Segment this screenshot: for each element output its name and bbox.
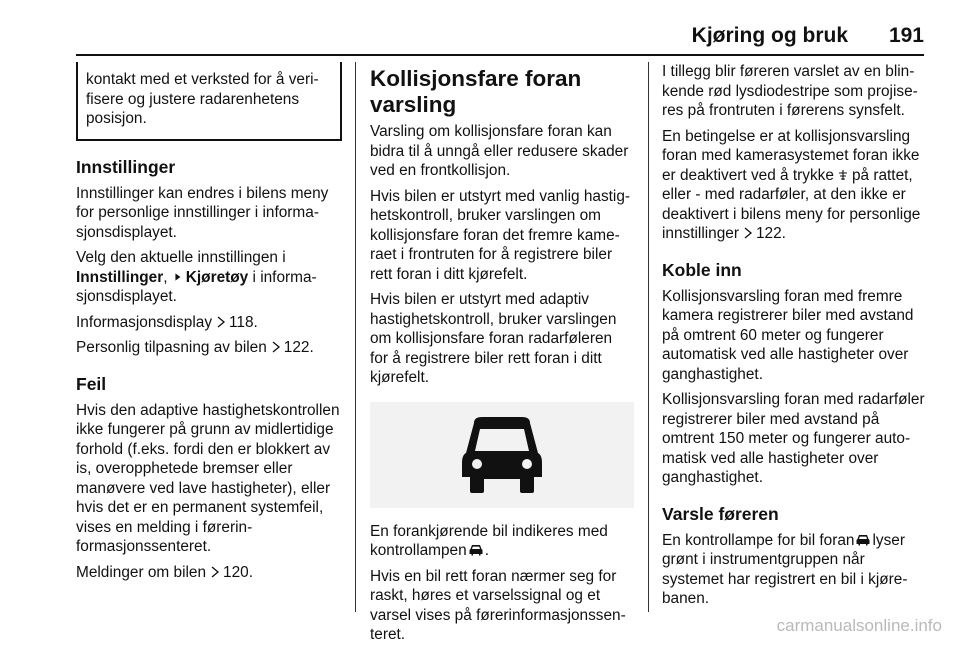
car-front-icon [460,415,544,495]
paragraph: Hvis en bil rett foran nærmer seg for raskt, høres et varselssignal og et varsel vises på førerinformasjonssenteret. [370,567,626,643]
car-front-icon [856,534,870,546]
paragraph: Innstillinger kan endres i bilens meny for personlige innstillinger i informasjonsdisplayet. [76,184,329,241]
paragraph: Hvis bilen er utstyrt med vanlig hastighetskontroll, bruker varslingen om kollisjonsfare foran det fremre kameraet i frontruten for å registrere biler rett foran i ditt kjørefelt. [370,187,631,283]
heading-innstillinger: Innstillinger [76,156,176,177]
page-number: 191 [888,24,924,47]
page-reference-arrow-icon [216,316,226,328]
paragraph: Hvis bilen er utstyrt med adaptiv hastighetskontroll, bruker varslingen om kollisjonsfare foran radarføleren for å registrere biler rett foran i ditt kjørefelt. [370,291,617,386]
cross-reference: Informasjonsdisplay 118. [76,313,258,331]
paragraph: Velg den aktuelle innstillingen i Innstillinger, Kjøretøy i informasjonsdisplayet. [76,249,317,305]
distance-button-icon [836,169,850,181]
heading-feil: Feil [76,373,107,394]
paragraph: Kollisjonsvarsling foran med fremre kamera registrerer biler med avstand på omtrent 60 meter og fungerer automatisk ved alle hastigheter over ganghastighet. [662,287,914,383]
column-2 [370,62,634,651]
settings-arrow-icon [174,271,184,283]
page-reference-arrow-icon [271,341,281,353]
column-3 [662,62,926,615]
paragraph: I tillegg blir føreren varslet av en blinkende rød lysdiodestripe som projiseres på frontruten i førerens synsfelt. [662,63,918,119]
watermark: carmanualsonline.info [776,616,942,635]
menu-path-vehicle: Kjøretøy [185,268,249,286]
page-reference-arrow-icon [210,566,220,578]
paragraph: En kontrollampe for bil foran lyser grønt i instrumentgruppen når systemet har registrert en bil i kjørebanen. [662,531,908,607]
header-rule [76,54,924,56]
car-front-illustration [370,402,634,508]
paragraph: Kollisjonsvarsling foran med radarføler registrerer biler med avstand på omtrent 150 meter og fungerer automatisk ved alle hastigheter over ganghastighet. [662,391,925,486]
cross-reference: Personlig tilpasning av bilen 122. [76,339,314,356]
car-front-icon [469,544,483,556]
paragraph: Hvis den adaptive hastighetskontrollen ikke fungerer på grunn av midlertidige forhold (f.eks. fordi den er blokkert av is, overopphetede bremser eller manøvere ved lave hastigheter), eller hvis det er en permanent systemfeil, vises en melding i førerinformasjonssenteret. [76,401,340,555]
paragraph: En betingelse er at kollisjonsvarsling foran med kamerasystemet foran ikke er deaktivert ved å trykke på rattet, eller - med radarføler, at den ikke er deaktivert i bilens meny for personlige innstillinger 122. [662,127,921,242]
heading-koble-inn: Koble inn [662,259,742,280]
paragraph: Varsling om kollisjonsfare foran kan bidra til å unngå eller redusere skader ved en frontkollisjon. [370,123,629,179]
note-box [76,62,342,141]
column-divider [355,62,356,612]
header-title: Kjøring og bruk [691,24,848,47]
note-text: kontakt med et verksted for å verifisere og justere radarenhetens posisjon. [86,71,319,127]
section-title: Kollisjonsfare foran varsling [370,66,582,117]
heading-varsle-foreren: Varsle føreren [662,503,779,524]
paragraph: En forankjørende bil indikeres med kontrollampen . [370,522,608,559]
column-1 [76,62,342,588]
menu-path-settings: Innstillinger [76,268,164,286]
column-divider [648,62,649,612]
page-reference-arrow-icon [743,227,753,239]
cross-reference: Meldinger om bilen 120. [76,563,254,581]
